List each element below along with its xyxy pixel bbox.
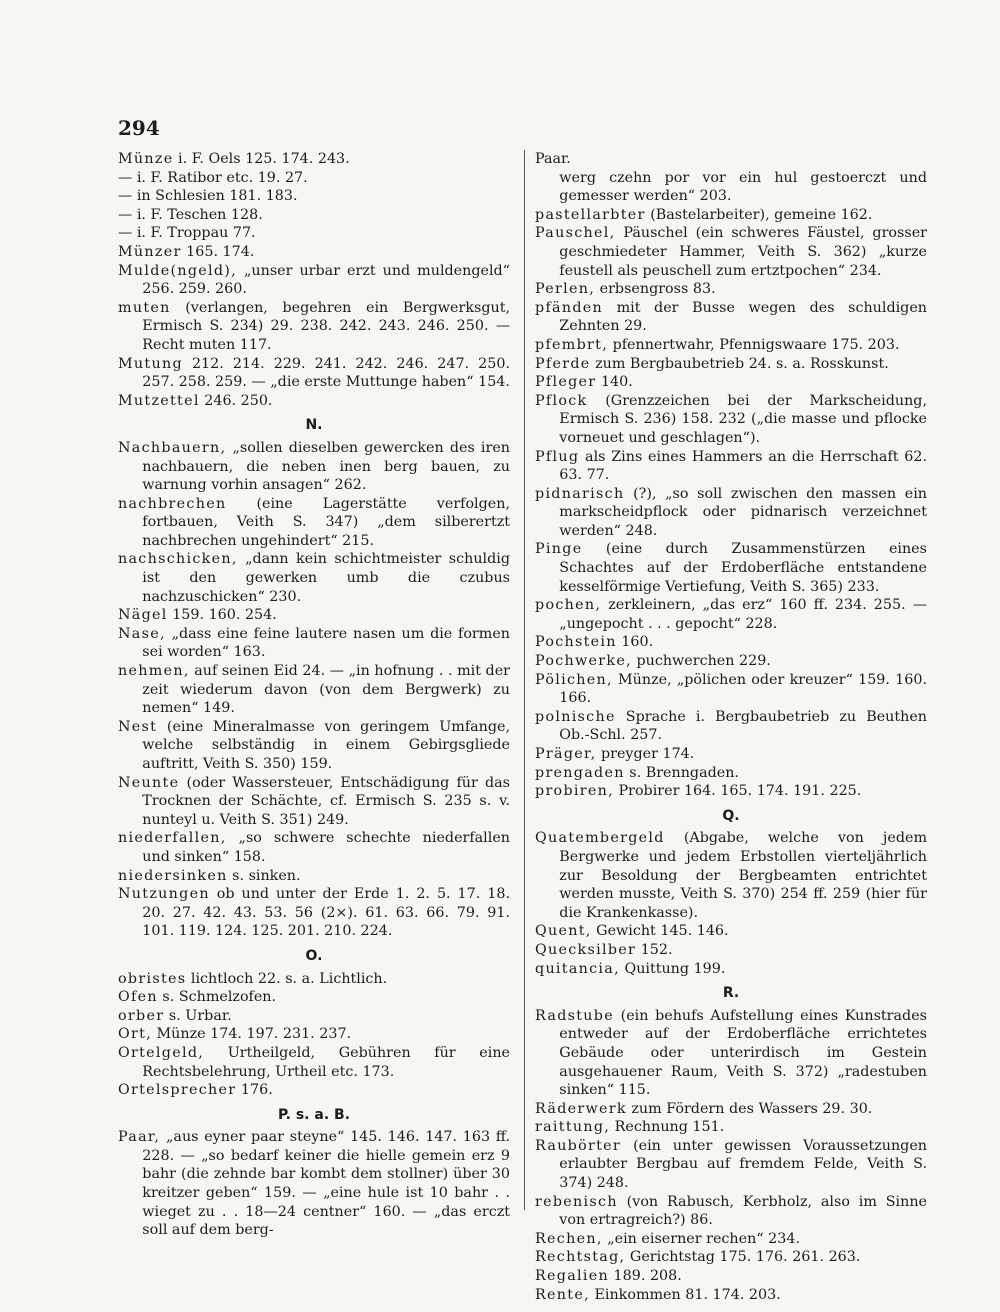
entry-text: Münze 174. 197. 231. 237. [152,1026,352,1043]
index-entry [535,960,927,979]
entry-headword: pfänden [535,299,604,316]
index-entry [118,606,510,625]
entry-headword: Quent, [535,923,592,940]
index-entry [535,671,927,708]
entry-text: puchwerchen 229. [631,653,771,670]
entry-headword: Neunte [118,774,180,791]
entry-text: zum Bergbaubetrieb 24. s. a. Rosskunst. [590,355,889,372]
index-entry [535,169,927,206]
entry-headword: Mutung [118,355,183,372]
entry-text: (Bastelarbeiter), gemeine 162. [645,206,873,223]
entry-text: 160. [616,634,654,651]
index-entry [535,392,927,448]
index-entry [535,652,927,671]
entry-headword: pfembrt, [535,336,609,353]
entry-headword: Räderwerk [535,1100,627,1117]
index-entry [535,336,927,355]
page-number: 294 [118,116,160,140]
index-entry [535,829,927,922]
index-entry [535,1137,927,1193]
entry-text: (Abgabe, welche von jedem Bergwerke und jedem Erbstollen vierteljährlich zur Besoldung der Bergbeamten entrichtet werden musste, Veith S. 370) 254 ff. 259 (hier für die Krankenkasse). [559,830,927,921]
entry-headword: polnische [535,708,616,725]
index-entry [535,1193,927,1230]
index-entry [535,633,927,652]
entry-headword: Regalien [535,1268,610,1285]
entry-text: — i. F. Troppau 77. [118,225,256,242]
entry-text: (oder Wassersteuer, Entschädigung für das Trocknen der Schächte, cf. Ermisch S. 235 s. v. nunteyl u. Veith S. 351) 249. [142,774,510,828]
index-entry [118,1128,510,1240]
entry-text: mit der Busse wegen des schuldigen Zehnten 29. [559,299,927,335]
index-entry [535,922,927,941]
entry-headword: Pflug [535,448,580,465]
entry-text: Rechnung 151. [610,1119,725,1136]
entry-headword: Quatembergeld [535,830,665,847]
entry-headword: prengaden [535,764,625,781]
entry-text: Gewicht 145. 146. [591,923,729,940]
entry-text: (eine Mineralmasse von geringem Umfange, welche selbständig in einem Gebirgsgliede auftritt, Veith S. 350) 159. [142,718,510,772]
entry-text: (ein behufs Aufstellung eines Kunstrades entweder auf der Erdoberfläche errichtetes Gebäude oder unterirdisch im Gestein ausgehauener Raum, Veith S. 372) „radestuben sinken“ 115. [559,1007,927,1099]
entry-text: „ein eiserner rechen“ 234. [602,1230,800,1247]
entry-headword: Münze [118,151,174,167]
entry-text: 212. 214. 229. 241. 242. 246. 247. 250. 257. 258. 259. — „die erste Muttunge haben“ 154. [142,355,510,391]
entry-headword: Nase, [118,625,166,642]
entry-text: Münze, „pölichen oder kreuzer“ 159. 160. 166. [559,671,927,707]
entry-headword: Pochwerke, [535,653,632,670]
entry-text: ob und unter der Erde 1. 2. 5. 17. 18. 20. 27. 42. 43. 53. 56 (2×). 61. 63. 66. 79. 91. 101. 119. 124. 125. 201. 210. 224. [142,886,510,940]
index-entry [535,764,927,783]
index-entry [535,708,927,745]
entry-headword: niedersinken [118,867,228,884]
index-entry [118,187,510,206]
entry-text: als Zins eines Hammers an die Herrschaft 62. 63. 77. [559,448,927,484]
entry-text: (ein unter gewissen Voraussetzungen erlaubter Bergbau auf fremdem Felde, Veith S. 374) 248. [559,1137,927,1192]
entry-text: erbsengross 83. [595,281,716,298]
entry-headword: rebenisch [535,1193,618,1210]
index-entry [118,718,510,774]
entry-headword: probiren, [535,783,614,800]
index-entry [535,745,927,764]
index-entry [535,596,927,633]
section-letter: P. s. a. B. [277,1106,351,1123]
entry-headword: pidnarisch [535,485,625,502]
entry-headword: Pauschel, [535,225,616,242]
section-letter: R. [722,985,740,1002]
index-entry [118,970,510,989]
entry-text: auf seinen Eid 24. — „in hofnung . . mit der zeit wiederum davon (von dem Bergwerk) zu nemen“ 149. [142,663,510,717]
entry-headword: quitancia, [535,960,620,977]
entry-headword: Ortelsprecher [118,1082,237,1099]
entry-text: preyger 174. [596,746,695,762]
index-entry [118,355,510,392]
entry-headword: pastellarbter [535,206,646,223]
index-entry [535,782,927,801]
section-letter: N. [305,417,323,434]
entry-headword: niederfallen, [118,830,227,847]
index-entry [535,941,927,960]
entry-headword: Quecksilber [535,941,637,958]
entry-text: „dass eine feine lautere nasen um die formen sei worden“ 163. [142,625,510,661]
entry-headword: Ort, [118,1026,152,1043]
entry-text: 165. 174. [181,243,255,260]
entry-text: i. F. Oels 125. 174. 243. [173,151,350,167]
entry-headword: Ortelgeld, [118,1044,205,1061]
entry-text: Päuschel (ein schweres Fäustel, grosser geschmiedeter Hammer, Veith S. 362) „kurze feustell als peuschell zum ertztpochen“ 234. [559,225,927,279]
entry-text: pfennertwahr, Pfennigswaare 175. 203. [608,336,900,353]
entry-headword: nehmen, [118,663,190,680]
entry-headword: Paar, [118,1129,161,1146]
index-entry [118,392,510,411]
index-entry [535,1118,927,1137]
entry-text: 140. [596,374,633,391]
entry-headword: pochen, [535,597,602,614]
index-entry [535,373,927,392]
index-entry [118,206,510,225]
entry-text: „so schwere schechte niederfallen und sinken“ 158. [142,830,510,865]
entry-headword: Präger, [535,746,597,762]
entry-text: werg czehn por vor ein hul gestoerczt und gemesser werden“ 203. [559,169,927,205]
entry-headword: Rechen, [535,1230,603,1247]
entry-headword: muten [118,299,171,316]
index-entry [118,885,510,941]
index-entry [118,988,510,1007]
index-entry [118,625,510,662]
entry-text: 246. 250. [199,392,273,409]
index-entry [535,280,927,299]
entry-headword: Rechtstag, [535,1249,626,1266]
entry-headword: nachbrechen [118,495,227,512]
index-entry [535,448,927,485]
index-entry [535,150,927,169]
entry-headword: Mutzettel [118,392,200,409]
entry-headword: Pinge [535,541,583,558]
entry-text: „sollen dieselben gewercken des iren nachbauern, die neben inen berg bauen, zu warnung vorhin ansagen“ 262. [142,439,510,494]
entry-headword: Nachbauern, [118,439,227,456]
entry-headword: Mulde(ngeld), [118,262,238,279]
index-entry [535,299,927,336]
entry-headword: Nägel [118,607,168,624]
index-entry [118,662,510,718]
entry-headword: Ofen [118,989,158,1006]
entry-headword: Pölichen, [535,671,613,688]
index-entry [118,1081,510,1100]
index-entry [535,540,927,596]
entry-text: 159. 160. 254. [167,607,277,624]
index-entry [535,1286,927,1305]
section-letter: O. [305,947,323,964]
index-entry [118,829,510,866]
index-entry [118,1007,510,1026]
index-entry [535,206,927,225]
entry-headword: obristes [118,970,187,987]
index-entry [118,867,510,886]
entry-headword: Rente, [535,1286,590,1303]
index-entry [118,1044,510,1081]
entry-text: (eine Lagerstätte verfolgen, fortbauen, Veith S. 347) „dem silberertzt nachbrechen ungehindert“ 215. [142,495,510,549]
index-entry [118,495,510,551]
index-entry [118,439,510,495]
index-entry [535,224,927,280]
entry-headword: Pferde [535,355,591,372]
index-entry [118,169,510,188]
entry-text: Probirer 164. 165. 174. 191. 225. [613,783,862,800]
index-entry [535,1230,927,1249]
entry-text: 152. [636,941,673,958]
index-entry [535,1100,927,1119]
entry-text: (eine durch Zusammenstürzen eines Schachtes auf der Erdoberfläche entstandene kesselförmige Vertiefung, Veith S. 365) 233. [559,541,927,595]
entry-headword: orber [118,1007,165,1024]
entry-text: lichtloch 22. s. a. Lichtlich. [186,970,388,987]
entry-text: (?), „so soll zwischen den massen ein markscheidpflock oder pidnarisch verzeichnet werden“ 248. [559,485,927,539]
entry-headword: Pochstein [535,634,617,651]
index-entry [535,1267,927,1286]
entry-text: — i. F. Ratibor etc. 19. 27. [118,169,308,186]
index-entry [118,550,510,606]
entry-text: s. sinken. [227,867,301,884]
index-entry [118,299,510,355]
index-entry [118,1025,510,1044]
entry-headword: Pfleger [535,374,597,391]
index-entry [535,1248,927,1267]
index-entry [118,774,510,830]
entry-text: 189. 208. [609,1268,682,1285]
entry-text: Einkommen 81. 174. 203. [589,1286,781,1303]
entry-text: Sprache i. Bergbaubetrieb zu Beuthen Ob.-Schl. 257. [559,708,927,744]
entry-text: Urtheilgeld, Gebühren für eine Rechtsbelehrung, Urtheil etc. 173. [142,1044,510,1080]
entry-text: s. Schmelzofen. [157,989,277,1006]
entry-text: (von Rabusch, Kerbholz, also im Sinne von ertragreich?) 86. [559,1193,927,1229]
entry-text: Paar. [535,151,571,167]
index-entry [535,485,927,541]
entry-text: — i. F. Teschen 128. [118,206,263,223]
entry-headword: Radstube [535,1007,614,1024]
entry-text: s. Brenngaden. [624,764,739,781]
entry-headword: raittung, [535,1119,611,1136]
index-entry [118,150,510,169]
index-entry [535,355,927,374]
left-column [118,150,510,1240]
entry-text: — in Schlesien 181. 183. [118,188,298,205]
index-entry [118,243,510,262]
entry-text: zerkleinern, „das erz“ 160 ff. 234. 255. — „ungepocht . . . gepocht“ 228. [559,597,927,632]
entry-text: „dann kein schichtmeister schuldig ist den gewerken umb die czubus nachzuschicken“ 230. [142,551,510,605]
entry-text: (Grenzzeichen bei der Markscheidung, Ermisch S. 236) 158. 232 („die masse und pflocke vorneuet und geschlagen“). [559,392,927,446]
entry-text: „aus eyner paar steyne“ 145. 146. 147. 163 ff. 228. — „so bedarf keiner die hielle gemein erz 9 bahr (die zehnde bar kombt dem stollner) über 30 kreitzer geben“ 159. — „eine hule ist 10 bahr . . wieget zu . . 18—24 centner“ 160. — „das erczt soll auf dem berg- [142,1129,510,1239]
entry-headword: Pflock [535,392,588,409]
index-entry [118,262,510,299]
entry-text: s. Urbar. [164,1007,232,1024]
index-entry [118,224,510,243]
entry-text: Gerichtstag 175. 176. 261. 263. [625,1249,861,1266]
entry-text: Quittung 199. [619,960,726,977]
entry-text: „unser urbar erzt und muldengeld“ 256. 259. 260. [142,262,510,298]
column-divider [524,150,525,1210]
entry-text: zum Fördern des Wassers 29. 30. [626,1100,873,1117]
entry-text: 176. [236,1082,273,1099]
entry-headword: Raubörter [535,1137,622,1154]
section-letter: Q. [722,807,740,824]
entry-headword: Nutzungen [118,886,210,903]
entry-headword: Münzer [118,243,182,260]
right-column [535,150,927,1304]
entry-headword: nachschicken, [118,551,238,568]
index-entry [535,1007,927,1100]
entry-text: (verlangen, begehren ein Bergwerksgut, Ermisch S. 234) 29. 238. 242. 243. 246. 250. — Recht muten 117. [142,299,510,353]
entry-headword: Perlen, [535,281,596,298]
entry-headword: Nest [118,718,158,735]
